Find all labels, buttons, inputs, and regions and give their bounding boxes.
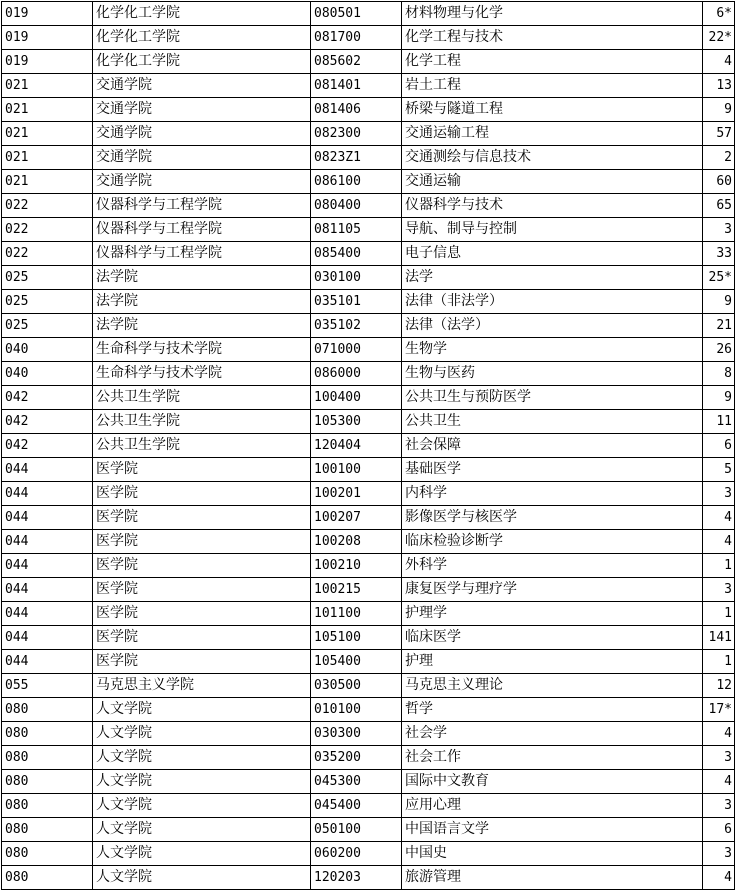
dept-name-cell: 交通学院 — [93, 170, 311, 194]
table-row — [2, 362, 735, 386]
table-row — [2, 410, 735, 434]
dept-code-cell: 021 — [2, 98, 93, 122]
major-code-cell: 120203 — [311, 866, 402, 890]
dept-code-cell: 021 — [2, 122, 93, 146]
dept-name-cell: 医学院 — [93, 506, 311, 530]
major-code-cell: 101100 — [311, 602, 402, 626]
major-code-cell: 045300 — [311, 770, 402, 794]
major-code-cell: 081406 — [311, 98, 402, 122]
table-row — [2, 698, 735, 722]
table-row — [2, 554, 735, 578]
major-name-cell: 交通运输 — [402, 170, 703, 194]
major-code-cell: 100208 — [311, 530, 402, 554]
dept-name-cell: 公共卫生学院 — [93, 386, 311, 410]
quota-cell: 3 — [703, 578, 735, 602]
quota-cell: 3 — [703, 794, 735, 818]
major-code-cell: 080501 — [311, 2, 402, 26]
quota-cell: 26 — [703, 338, 735, 362]
table-row — [2, 74, 735, 98]
dept-code-cell: 019 — [2, 26, 93, 50]
dept-name-cell: 医学院 — [93, 458, 311, 482]
dept-code-cell: 042 — [2, 386, 93, 410]
major-name-cell: 生物学 — [402, 338, 703, 362]
quota-cell: 1 — [703, 602, 735, 626]
dept-code-cell: 021 — [2, 170, 93, 194]
quota-cell: 9 — [703, 98, 735, 122]
major-name-cell: 外科学 — [402, 554, 703, 578]
dept-name-cell: 医学院 — [93, 602, 311, 626]
major-name-cell: 影像医学与核医学 — [402, 506, 703, 530]
major-name-cell: 旅游管理 — [402, 866, 703, 890]
dept-code-cell: 044 — [2, 506, 93, 530]
dept-name-cell: 法学院 — [93, 314, 311, 338]
major-name-cell: 国际中文教育 — [402, 770, 703, 794]
dept-name-cell: 仪器科学与工程学院 — [93, 242, 311, 266]
dept-code-cell: 040 — [2, 338, 93, 362]
major-name-cell: 桥梁与隧道工程 — [402, 98, 703, 122]
dept-name-cell: 马克思主义学院 — [93, 674, 311, 698]
major-code-cell: 085602 — [311, 50, 402, 74]
table-row — [2, 794, 735, 818]
dept-code-cell: 080 — [2, 842, 93, 866]
quota-cell: 60 — [703, 170, 735, 194]
major-code-cell: 120404 — [311, 434, 402, 458]
dept-name-cell: 医学院 — [93, 554, 311, 578]
table-row — [2, 386, 735, 410]
quota-cell: 3 — [703, 482, 735, 506]
major-name-cell: 内科学 — [402, 482, 703, 506]
quota-cell: 6* — [703, 2, 735, 26]
major-code-cell: 105100 — [311, 626, 402, 650]
major-code-cell: 086000 — [311, 362, 402, 386]
major-name-cell: 社会学 — [402, 722, 703, 746]
dept-code-cell: 042 — [2, 434, 93, 458]
major-code-cell: 100100 — [311, 458, 402, 482]
quota-cell: 21 — [703, 314, 735, 338]
dept-code-cell: 080 — [2, 770, 93, 794]
table-row — [2, 146, 735, 170]
dept-code-cell: 080 — [2, 746, 93, 770]
major-code-cell: 035102 — [311, 314, 402, 338]
quota-cell: 141 — [703, 626, 735, 650]
dept-code-cell: 055 — [2, 674, 93, 698]
dept-name-cell: 医学院 — [93, 482, 311, 506]
major-name-cell: 交通运输工程 — [402, 122, 703, 146]
major-name-cell: 化学工程 — [402, 50, 703, 74]
major-code-cell: 100210 — [311, 554, 402, 578]
major-name-cell: 护理学 — [402, 602, 703, 626]
dept-code-cell: 080 — [2, 722, 93, 746]
quota-cell: 17* — [703, 698, 735, 722]
dept-code-cell: 080 — [2, 866, 93, 890]
major-name-cell: 电子信息 — [402, 242, 703, 266]
dept-name-cell: 人文学院 — [93, 698, 311, 722]
major-code-cell: 081105 — [311, 218, 402, 242]
dept-name-cell: 医学院 — [93, 626, 311, 650]
major-name-cell: 材料物理与化学 — [402, 2, 703, 26]
table-row — [2, 458, 735, 482]
quota-cell: 9 — [703, 386, 735, 410]
table-row — [2, 194, 735, 218]
dept-name-cell: 仪器科学与工程学院 — [93, 218, 311, 242]
major-name-cell: 法律（非法学） — [402, 290, 703, 314]
quota-cell: 4 — [703, 506, 735, 530]
major-code-cell: 080400 — [311, 194, 402, 218]
major-name-cell: 公共卫生与预防医学 — [402, 386, 703, 410]
major-name-cell: 中国史 — [402, 842, 703, 866]
quota-cell: 3 — [703, 746, 735, 770]
dept-code-cell: 044 — [2, 530, 93, 554]
dept-name-cell: 仪器科学与工程学院 — [93, 194, 311, 218]
dept-name-cell: 交通学院 — [93, 122, 311, 146]
major-code-cell: 086100 — [311, 170, 402, 194]
dept-name-cell: 生命科学与技术学院 — [93, 338, 311, 362]
major-code-cell: 010100 — [311, 698, 402, 722]
dept-code-cell: 022 — [2, 242, 93, 266]
dept-code-cell: 080 — [2, 818, 93, 842]
quota-cell: 3 — [703, 218, 735, 242]
table-row — [2, 170, 735, 194]
quota-cell: 6 — [703, 434, 735, 458]
table-row — [2, 626, 735, 650]
admissions-table — [1, 1, 735, 890]
dept-name-cell: 化学化工学院 — [93, 26, 311, 50]
major-code-cell: 0823Z1 — [311, 146, 402, 170]
major-name-cell: 护理 — [402, 650, 703, 674]
quota-cell: 11 — [703, 410, 735, 434]
table-row — [2, 482, 735, 506]
major-code-cell: 081401 — [311, 74, 402, 98]
quota-cell: 9 — [703, 290, 735, 314]
dept-code-cell: 044 — [2, 458, 93, 482]
quota-cell: 4 — [703, 530, 735, 554]
major-name-cell: 临床检验诊断学 — [402, 530, 703, 554]
dept-name-cell: 交通学院 — [93, 98, 311, 122]
major-code-cell: 030500 — [311, 674, 402, 698]
table-row — [2, 770, 735, 794]
quota-cell: 57 — [703, 122, 735, 146]
dept-name-cell: 人文学院 — [93, 818, 311, 842]
major-name-cell: 应用心理 — [402, 794, 703, 818]
quota-cell: 33 — [703, 242, 735, 266]
table-row — [2, 218, 735, 242]
table-row — [2, 650, 735, 674]
quota-cell: 6 — [703, 818, 735, 842]
table-row — [2, 434, 735, 458]
table-row — [2, 2, 735, 26]
table-row — [2, 674, 735, 698]
major-name-cell: 社会保障 — [402, 434, 703, 458]
major-name-cell: 交通测绘与信息技术 — [402, 146, 703, 170]
table-row — [2, 98, 735, 122]
major-name-cell: 岩土工程 — [402, 74, 703, 98]
quota-cell: 3 — [703, 842, 735, 866]
dept-code-cell: 080 — [2, 794, 93, 818]
dept-code-cell: 042 — [2, 410, 93, 434]
dept-name-cell: 化学化工学院 — [93, 2, 311, 26]
dept-code-cell: 021 — [2, 146, 93, 170]
major-name-cell: 法律（法学） — [402, 314, 703, 338]
dept-name-cell: 法学院 — [93, 290, 311, 314]
quota-cell: 1 — [703, 554, 735, 578]
dept-code-cell: 044 — [2, 650, 93, 674]
quota-cell: 5 — [703, 458, 735, 482]
major-code-cell: 060200 — [311, 842, 402, 866]
table-row — [2, 242, 735, 266]
quota-cell: 13 — [703, 74, 735, 98]
dept-code-cell: 044 — [2, 626, 93, 650]
major-code-cell: 100400 — [311, 386, 402, 410]
major-code-cell: 105300 — [311, 410, 402, 434]
major-name-cell: 马克思主义理论 — [402, 674, 703, 698]
quota-cell: 25* — [703, 266, 735, 290]
major-name-cell: 仪器科学与技术 — [402, 194, 703, 218]
major-code-cell: 035101 — [311, 290, 402, 314]
dept-name-cell: 人文学院 — [93, 794, 311, 818]
major-code-cell: 105400 — [311, 650, 402, 674]
quota-cell: 4 — [703, 50, 735, 74]
table-row — [2, 602, 735, 626]
major-name-cell: 中国语言文学 — [402, 818, 703, 842]
table-row — [2, 746, 735, 770]
quota-cell: 4 — [703, 770, 735, 794]
major-name-cell: 康复医学与理疗学 — [402, 578, 703, 602]
table-row — [2, 314, 735, 338]
table-row — [2, 578, 735, 602]
major-name-cell: 公共卫生 — [402, 410, 703, 434]
dept-code-cell: 019 — [2, 50, 93, 74]
table-body — [2, 2, 735, 890]
dept-code-cell: 022 — [2, 194, 93, 218]
dept-name-cell: 医学院 — [93, 650, 311, 674]
major-name-cell: 化学工程与技术 — [402, 26, 703, 50]
major-code-cell: 085400 — [311, 242, 402, 266]
major-name-cell: 导航、制导与控制 — [402, 218, 703, 242]
major-name-cell: 生物与医药 — [402, 362, 703, 386]
dept-name-cell: 人文学院 — [93, 842, 311, 866]
quota-cell: 65 — [703, 194, 735, 218]
quota-cell: 4 — [703, 722, 735, 746]
major-code-cell: 081700 — [311, 26, 402, 50]
quota-cell: 4 — [703, 866, 735, 890]
dept-name-cell: 人文学院 — [93, 770, 311, 794]
dept-name-cell: 法学院 — [93, 266, 311, 290]
major-name-cell: 社会工作 — [402, 746, 703, 770]
table-row — [2, 122, 735, 146]
major-name-cell: 法学 — [402, 266, 703, 290]
major-code-cell: 100215 — [311, 578, 402, 602]
dept-code-cell: 022 — [2, 218, 93, 242]
major-code-cell: 030300 — [311, 722, 402, 746]
dept-name-cell: 公共卫生学院 — [93, 434, 311, 458]
major-code-cell: 035200 — [311, 746, 402, 770]
table-row — [2, 266, 735, 290]
major-name-cell: 基础医学 — [402, 458, 703, 482]
table-row — [2, 50, 735, 74]
dept-name-cell: 人文学院 — [93, 722, 311, 746]
dept-name-cell: 医学院 — [93, 578, 311, 602]
dept-name-cell: 交通学院 — [93, 74, 311, 98]
major-code-cell: 071000 — [311, 338, 402, 362]
dept-code-cell: 044 — [2, 602, 93, 626]
table-row — [2, 530, 735, 554]
table-row — [2, 506, 735, 530]
major-code-cell: 050100 — [311, 818, 402, 842]
dept-code-cell: 025 — [2, 314, 93, 338]
table-row — [2, 842, 735, 866]
table-row — [2, 722, 735, 746]
major-code-cell: 100207 — [311, 506, 402, 530]
major-name-cell: 临床医学 — [402, 626, 703, 650]
dept-name-cell: 生命科学与技术学院 — [93, 362, 311, 386]
table-row — [2, 290, 735, 314]
dept-name-cell: 人文学院 — [93, 746, 311, 770]
major-code-cell: 045400 — [311, 794, 402, 818]
quota-cell: 8 — [703, 362, 735, 386]
dept-code-cell: 025 — [2, 290, 93, 314]
dept-code-cell: 044 — [2, 482, 93, 506]
major-code-cell: 030100 — [311, 266, 402, 290]
dept-name-cell: 医学院 — [93, 530, 311, 554]
major-code-cell: 100201 — [311, 482, 402, 506]
quota-cell: 1 — [703, 650, 735, 674]
table-row — [2, 818, 735, 842]
dept-name-cell: 公共卫生学院 — [93, 410, 311, 434]
dept-code-cell: 021 — [2, 74, 93, 98]
dept-code-cell: 080 — [2, 698, 93, 722]
table-row — [2, 338, 735, 362]
major-code-cell: 082300 — [311, 122, 402, 146]
quota-cell: 2 — [703, 146, 735, 170]
dept-code-cell: 040 — [2, 362, 93, 386]
table-row — [2, 866, 735, 890]
dept-code-cell: 044 — [2, 578, 93, 602]
dept-code-cell: 025 — [2, 266, 93, 290]
dept-name-cell: 人文学院 — [93, 866, 311, 890]
table-row — [2, 26, 735, 50]
quota-cell: 22* — [703, 26, 735, 50]
dept-name-cell: 化学化工学院 — [93, 50, 311, 74]
dept-code-cell: 044 — [2, 554, 93, 578]
major-name-cell: 哲学 — [402, 698, 703, 722]
dept-name-cell: 交通学院 — [93, 146, 311, 170]
quota-cell: 12 — [703, 674, 735, 698]
dept-code-cell: 019 — [2, 2, 93, 26]
